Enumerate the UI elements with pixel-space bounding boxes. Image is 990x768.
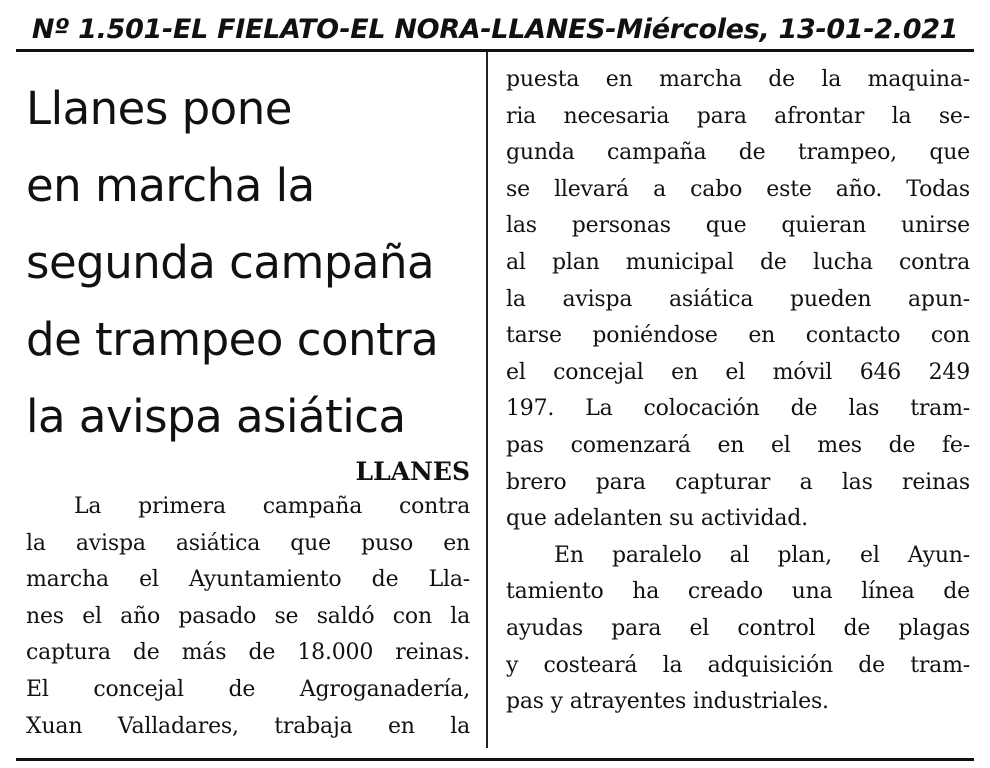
headline-line: de trampeo contra bbox=[26, 313, 439, 366]
body-line: el concejal en el móvil 646 249 bbox=[506, 359, 970, 385]
body-line: brero para capturar a las reinas bbox=[506, 469, 970, 495]
body-line: la avispa asiática que puso en bbox=[26, 530, 470, 556]
headline-line: segunda campaña bbox=[26, 236, 435, 289]
headline-line: en marcha la bbox=[26, 159, 315, 212]
body-line: que adelanten su actividad. bbox=[506, 506, 808, 532]
headline-line: la avispa asiática bbox=[26, 390, 406, 443]
body-line: puesta en marcha de la maquina- bbox=[506, 67, 970, 92]
page-bottom-rule bbox=[16, 758, 974, 761]
article-body-left-column bbox=[26, 489, 470, 751]
body-line: tamiento ha creado una línea de bbox=[506, 579, 970, 605]
column-divider bbox=[486, 52, 488, 748]
body-line: marcha el Ayuntamiento de Lla- bbox=[26, 567, 470, 593]
body-line: nes el año pasado se saldó con la bbox=[26, 603, 470, 629]
body-line: La primera campaña contra bbox=[74, 494, 470, 519]
body-line: ayudas para el control de plagas bbox=[506, 615, 970, 641]
masthead: Nº 1.501-EL FIELATO-EL NORA-LLANES-Miércoles, 13-01-2.021 bbox=[31, 14, 959, 45]
body-line: Xuan Valladares, trabaja en la bbox=[26, 713, 470, 739]
article-body-right-column bbox=[506, 62, 970, 721]
body-line: ria necesaria para afrontar la se- bbox=[506, 103, 970, 129]
body-line: la avispa asiática pueden apun- bbox=[506, 286, 970, 312]
body-line: gunda campaña de trampeo, que bbox=[506, 140, 970, 166]
body-line: las personas que quieran unirse bbox=[506, 213, 970, 239]
dateline: LLANES bbox=[355, 457, 470, 486]
body-line: tarse poniéndose en contacto con bbox=[506, 323, 970, 349]
body-line: captura de más de 18.000 reinas. bbox=[26, 640, 470, 666]
headline-line: Llanes pone bbox=[26, 82, 292, 135]
body-line: pas y atrayentes industriales. bbox=[506, 689, 829, 715]
body-line: al plan municipal de lucha contra bbox=[506, 249, 970, 275]
body-line: y costeará la adquisición de tram- bbox=[506, 652, 970, 678]
body-line: En paralelo al plan, el Ayun- bbox=[554, 542, 970, 568]
body-line: se llevará a cabo este año. Todas bbox=[506, 176, 970, 202]
masthead-rule bbox=[16, 49, 974, 52]
body-line: 197. La colocación de las tram- bbox=[506, 396, 970, 422]
body-line: pas comenzará en el mes de fe- bbox=[506, 432, 970, 458]
body-line: El concejal de Agroganadería, bbox=[26, 676, 470, 702]
article-headline bbox=[26, 70, 476, 455]
